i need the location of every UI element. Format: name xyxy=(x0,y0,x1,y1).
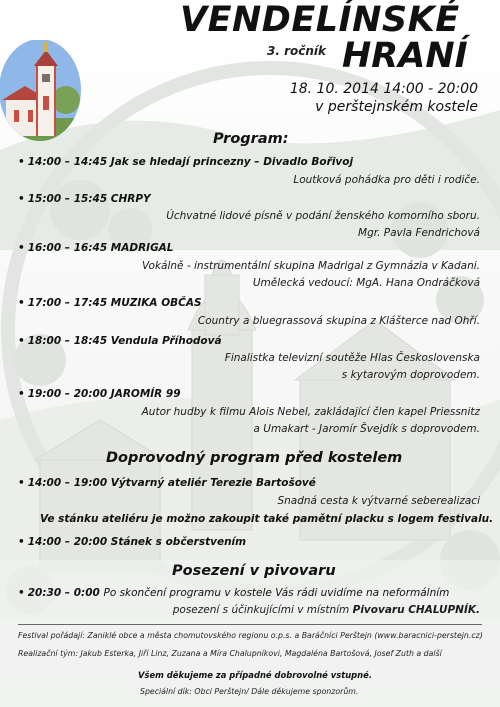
program-time: 18:00 – 18:45 xyxy=(27,335,108,347)
footer-organizers: Festival pořádají: Zaniklé obce a města chomutovského regionu o.p.s. a Baráčníci Perštejn (www.baracnici-perstejn.cz) xyxy=(18,631,483,640)
pub-venue-name: Pivovaru CHALUPNÍK. xyxy=(352,604,480,616)
festival-title-line-1: VENDELÍNSKÉ xyxy=(180,0,460,40)
program-item-1 xyxy=(18,156,353,168)
pub-desc-line-2 xyxy=(173,604,480,616)
program-desc: Umělecká vedoucí: MgA. Hana Ondráčková xyxy=(252,277,480,289)
program-item-4 xyxy=(18,297,202,309)
pub-time: 20:30 – 0:00 xyxy=(27,587,100,599)
pub-desc-prefix: posezení s účinkujícími v místním xyxy=(172,604,353,616)
bullet: • xyxy=(18,388,25,400)
side-program-name: Výtvarný ateliér Terezie Bartošové xyxy=(110,477,316,489)
festival-title-line-2: HRANÍ xyxy=(342,36,468,76)
event-datetime: 18. 10. 2014 14:00 - 20:00 xyxy=(289,81,478,97)
program-name: MADRIGAL xyxy=(110,242,174,254)
program-desc: Finalistka televizní soutěže Hlas Československa xyxy=(224,352,480,364)
side-program-desc: Snadná cesta k výtvarné seberealizaci xyxy=(277,495,480,507)
bullet: • xyxy=(18,156,25,168)
bullet: • xyxy=(18,297,25,309)
program-item-5 xyxy=(18,335,222,347)
bullet: • xyxy=(18,193,25,205)
side-program-note: Ve stánku ateliéru je možno zakoupit také pamětní placku s logem festivalu. xyxy=(40,513,494,525)
pub-heading: Posezení v pivovaru xyxy=(172,563,336,579)
program-desc: Mgr. Pavla Fendrichová xyxy=(358,227,480,239)
program-name: JAROMÍR 99 xyxy=(110,388,181,400)
church-logo-image xyxy=(0,40,82,144)
footer-team: Realizační tým: Jakub Esterka, Jiří Linz, Zuzana a Míra Chalupníkovi, Magdaléna Bartošová, Josef Zuth a další xyxy=(18,649,442,658)
program-name: CHRPY xyxy=(110,193,151,205)
program-item-3 xyxy=(18,242,174,254)
program-heading: Program: xyxy=(213,131,289,147)
program-desc: a Umakart - Jaromír Švejdík s doprovodem. xyxy=(253,423,480,435)
program-time: 15:00 – 15:45 xyxy=(27,193,108,205)
program-time: 19:00 – 20:00 xyxy=(27,388,108,400)
program-desc: Autor hudby k filmu Alois Nebel, zakládající člen kapel Priessnitz xyxy=(141,406,480,418)
program-name: Jak se hledají princezny – Divadlo Bořivoj xyxy=(110,156,354,168)
bullet: • xyxy=(18,242,25,254)
program-desc: s kytarovým doprovodem. xyxy=(341,369,480,381)
bullet: • xyxy=(18,587,25,599)
program-desc: Country a bluegrassová skupina z Klášterce nad Ohří. xyxy=(197,315,480,327)
program-desc: Úchvatné lidové písně v podání ženského komorního sboru. xyxy=(166,210,480,222)
pub-desc-line-1: Po skončení programu v kostele Vás rádi uvidíme na neformálním xyxy=(103,587,450,599)
bullet: • xyxy=(18,335,25,347)
side-program-name: Stánek s občerstvením xyxy=(110,536,247,548)
event-venue: v perštejnském kostele xyxy=(315,99,478,115)
side-program-time: 14:00 – 20:00 xyxy=(27,536,108,548)
footer-divider xyxy=(18,624,482,625)
bullet: • xyxy=(18,536,25,548)
bullet: • xyxy=(18,477,25,489)
program-item-2 xyxy=(18,193,151,205)
side-program-item-1 xyxy=(18,477,316,489)
side-program-heading: Doprovodný program před kostelem xyxy=(106,450,403,466)
program-desc: Vokálně - instrumentální skupina Madrigal z Gymnázia v Kadani. xyxy=(141,260,480,272)
side-program-item-2 xyxy=(18,536,246,548)
edition-label: 3. ročník xyxy=(267,44,326,58)
program-name: Vendula Příhodová xyxy=(110,335,222,347)
program-time: 14:00 – 14:45 xyxy=(27,156,108,168)
program-time: 16:00 – 16:45 xyxy=(27,242,108,254)
side-program-time: 14:00 – 19:00 xyxy=(27,477,108,489)
pub-item xyxy=(18,587,449,599)
footer-thanks: Všem děkujeme za případné dobrovolné vstupné. xyxy=(138,670,373,680)
footer-special-thanks: Speciální dík: Obci Perštejn/ Dále děkujeme sponzorům. xyxy=(140,687,359,696)
program-item-6 xyxy=(18,388,181,400)
program-desc: Loutková pohádka pro děti i rodiče. xyxy=(293,174,480,186)
program-time: 17:00 – 17:45 xyxy=(27,297,108,309)
program-name: MUZIKA OBČAS xyxy=(110,297,202,309)
